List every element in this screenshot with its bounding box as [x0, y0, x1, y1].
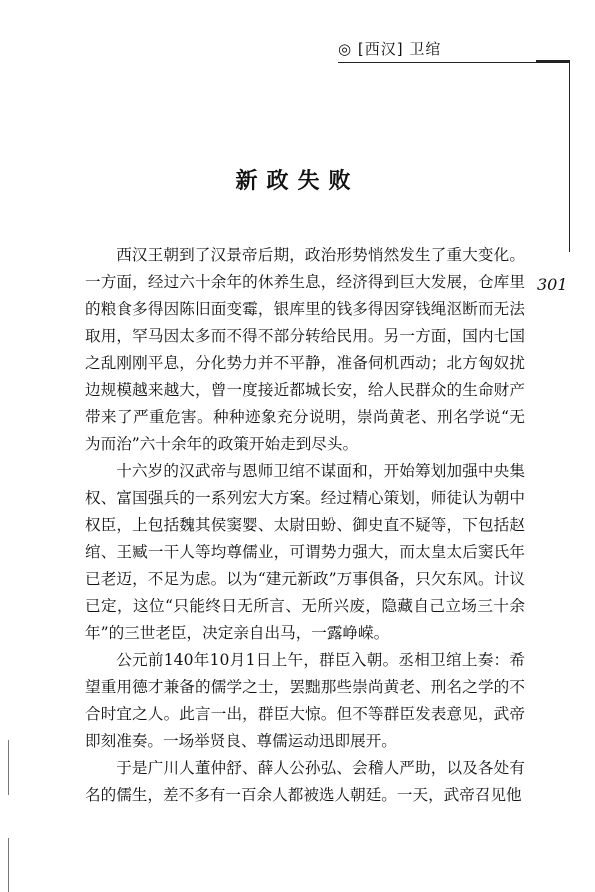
- scan-margin-mark: [8, 740, 9, 795]
- side-rule: [569, 62, 570, 252]
- chapter-title: 新政失败: [235, 168, 360, 194]
- paragraph: 公元前140年10月1日上午，群臣入朝。丞相卫绾上奏：希望重用德才兼备的儒学之士，罢黜那些崇尚黄老、刑名之学的不合时宜之人。此言一出，群臣大惊。但不等群臣发表意见，武帝即刻准奏。一场举贤良、尊儒运动迅即展开。: [85, 651, 525, 750]
- page-number: 301: [537, 275, 568, 294]
- scan-margin-mark: [8, 838, 9, 892]
- paragraph: 于是广川人董仲舒、薛人公孙弘、会稽人严助，以及各处有名的儒生，差不多有一百余人都被选人朝廷。一天，武帝召见他: [85, 759, 525, 804]
- running-header: ◎ [西汉] 卫绾: [338, 40, 442, 58]
- body-text: [85, 242, 525, 809]
- paragraph: 十六岁的汉武帝与恩师卫绾不谋面和，开始筹划加强中央集权、富国强兵的一系列宏大方案。经过精心策划，师徒认为朝中权臣，上包括魏其侯窦婴、太尉田蚡、御史直不疑等，下包括赵绾、王臧一干人等均尊儒业，可谓势力强大，而太皇太后窦氏年已老迈，不足为虑。以为“建元新政”万事俱备，只欠东风。计议已定，这位“只能终日无所言、无所兴废，隐藏自己立场三十余年”的三世老臣，决定亲自出马，一露峥嵘。: [85, 462, 525, 642]
- paragraph: 西汉王朝到了汉景帝后期，政治形势悄然发生了重大变化。一方面，经过六十余年的休养生息，经济得到巨大发展，仓库里的粮食多得因陈旧面变霉，银库里的钱多得因穿钱绳沤断而无法取用，罕马因太多而不得不部分转给民用。另一方面，国内七国之乱刚刚平息，分化势力并不平静，准备伺机西动；北方匈奴扰边规模越来越大，曾一度接近都城长安，给人民群众的生命财产带来了严重危害。种种迹象充分说明，崇尚黄老、刑名学说“无为而治”六十余年的政策开始走到尽头。: [85, 246, 525, 453]
- header-rule-accent: [536, 60, 570, 63]
